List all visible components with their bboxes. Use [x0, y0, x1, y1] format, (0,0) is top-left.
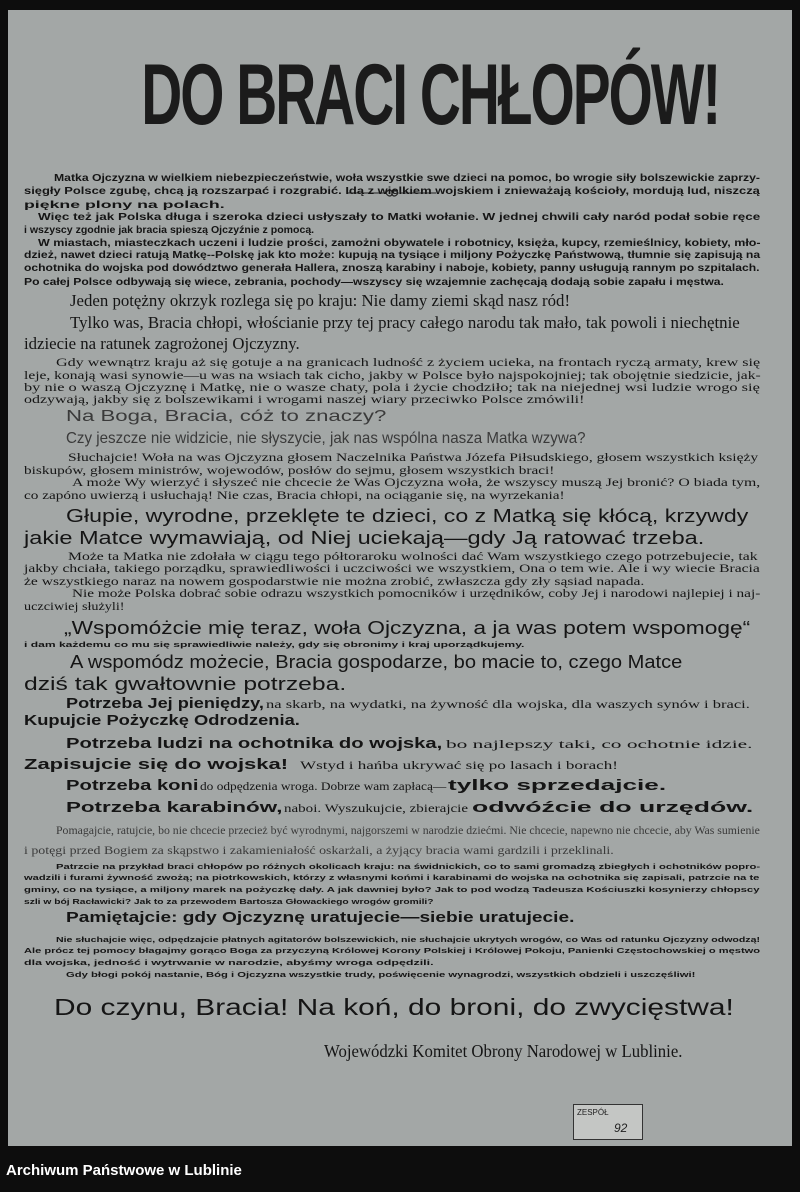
text-line: Ale prócz tej pomocy błagajmy gorąco Boga za przyczyną Królowej Korony Polskiej i Królowej Pokoju, Panienki Częstochowskiej o męstwo [24, 946, 761, 955]
stamp-label: ZESPÓŁ [577, 1108, 609, 1117]
text-line: Pamiętajcie: gdy Ojczyznę uratujecie—siebie uratujecie. [66, 909, 575, 926]
stamp-number: 92 [614, 1121, 628, 1135]
text-line: Potrzeba Jej pieniędzy, [66, 695, 264, 712]
text-line: Potrzeba koni [66, 777, 199, 794]
text-line: Czy jeszcze nie widzicie, nie słyszycie, jak nas wspólna nasza Matka wzywa? [66, 430, 586, 447]
text-line: Potrzeba ludzi na ochotnika do wojska, [66, 735, 443, 752]
text-line: Jeden potężny okrzyk rozlega się po kraju: Nie damy ziemi skąd nasz ród! [70, 291, 571, 310]
text-line: dzież, nawet dzieci ratują Matkę--Polskę jak kto może: kupują na tysiące i miljony Pożyczkę Państwową, tłumnie się zapisują na [24, 250, 761, 261]
text-line: uczciwiej służyli! [24, 601, 125, 613]
text-line: by nie o waszą Ojczyznę i Matkę, nie o wasze chaty, pola i życie chodziło; tak na niejednej wsi ludzie wrogo się [24, 382, 760, 394]
text-line: Matka Ojczyzna w wielkiem niebezpieczeństwie, woła wszystkie swe dzieci na pomoc, bo wrogie siły bolszewickie zaprzy- [54, 173, 760, 184]
text-line: Tylko was, Bracia chłopi, włościanie przy tej pracy całego narodu tak mało, tak powoli i niechętnie [70, 313, 740, 332]
text-line: Pomagajcie, ratujcie, bo nie chcecie przecież być wyrodnymi, najgorszemi w narodzie dziećmi. Nie chcecie, napewno nie chcecie, aby Was sumienie [56, 823, 760, 837]
text-line: co zapóno uwierzą i usłuchają! Nie czas, Bracia chłopi, na ociąganie się, na wyrzekania! [24, 490, 565, 502]
text-line: Wstyd i hańba ukrywać się po lasach i borach! [300, 758, 618, 772]
text-line: i dam każdemu co mu się sprawiedliwie należy, gdy się obronimy i kraj uporządkujemy. [24, 640, 525, 649]
text-line: idziecie na ratunek zagrożonej Ojczyzny. [24, 334, 300, 353]
text-line: szli w bój Racławicki? Jak to za przewodem Bartosza Głowackiego wrogów gromili? [24, 897, 434, 906]
text-line: Do czynu, Bracia! Na koń, do broni, do zwycięstwa! [54, 994, 734, 1020]
text-line: odzywają, jakby się z bolszewikami i wrogami naszej wiary przeciwko Polsce zmówili! [24, 394, 585, 406]
text-line: piękne plony na polach. [24, 200, 225, 211]
text-line: jakby chciała, takiego porządku, sprawiedliwości i uczciwości we wszystkiem, Ona o tem wie. Ale i wy wiecie Bracia [24, 563, 760, 575]
text-line: Zapisujcie się do wojska! [24, 756, 289, 773]
text-line: że wszystkiego naraz na nowem gospodarstwie nie można zrobić, zwłaszcza gdy zły sąsiad napada. [24, 576, 645, 588]
text-line: tylko sprzedajcie. [448, 777, 667, 794]
text-line: bo najlepszy taki, co ochotnie idzie. [446, 737, 753, 751]
text-line: leje, konają wasi synowie—u was na wsiach tak cicho, jakby w Polsce było najspokojniej; tak obojętnie siedzicie, jak- [24, 370, 761, 382]
poster [8, 10, 792, 1146]
text-line: Nie może Polska dobrać sobie odrazu wszystkich pomocników i urzędników, coby Jej i narodowi najlepiej i naj- [72, 588, 761, 600]
text-line: Gdy wewnątrz kraju aż się gotuje a na granicach ludność z życiem ucieka, na frontach ryczą armaty, krew się [56, 357, 761, 369]
archive-name: Archiwum Państwowe w Lublinie [6, 1162, 242, 1179]
text-line: Słuchajcie! Woła na was Ojczyzna głosem Naczelnika Państwa Józefa Piłsudskiego, głosem wszystkich księży [68, 452, 759, 464]
text-line: gminy, co na tysiące, a miljony marek na pożyczkę dały. A jak dawniej było? Jak to pod wodzą Tadeusza Kościuszki kosynierzy chłopscy [24, 885, 760, 894]
text-line: A wspomódz możecie, Bracia gospodarze, bo macie to, czego Matce [70, 652, 683, 672]
text-line: wadzili i furami żywność zwożą; na piotrkowskich, którzy z własnymi końmi i karabinami do wojska na ochotnika się zapisali, patrzcie na te [24, 873, 760, 882]
text-line: Potrzeba karabinów, [66, 799, 283, 816]
text-line: Gdy błogi pokój nastanie, Bóg i Ojczyzna wszystkie trudy, poświęcenie wynagrodzi, wszystkich obdzieli i uszczęśliwi! [66, 970, 696, 979]
text-line: sięgły Polsce zgubę, chcą ją rozszarpać i rozgrabić. Idą z wielkiem wojskiem i znieważają kościoły, mordują lud, niszczą [24, 186, 760, 197]
text-line: Głupie, wyrodne, przeklęte te dzieci, co z Matką się kłócą, krzywdy [66, 506, 749, 526]
text-line: Więc też jak Polska długa i szeroka dzieci usłyszały to Matki wołanie. W jednej chwili cały naród podał sobie ręce [38, 212, 761, 223]
text-line: Kupujcie Pożyczkę Odrodzenia. [24, 712, 300, 729]
poster-title: DO BRACI CHŁOPÓW! [141, 47, 720, 143]
text-line: na skarb, na wydatki, na żywność dla wojska, dla waszych synów i braci. [266, 697, 750, 711]
text-line: dla wojska, jedność i wytrwanie w narodzie, abyśmy wroga odpędzili. [24, 958, 434, 967]
text-line: Patrzcie na przykład braci chłopów po różnych okolicach kraju: na świdnickich, co to sami gromadzą zbiegłych i ochotników popro- [56, 862, 761, 871]
text-line: i wszyscy zgodnie jak bracia spieszą Ojczyźnie z pomocą. [24, 225, 315, 236]
text-line: i potęgi przed Bogiem za skąpstwo i zakamieniałość oskarżali, a żyjący bracia wami gardzili i przeklinali. [24, 843, 614, 857]
text-line: Wojewódzki Komitet Obrony Narodowej w Lublinie. [324, 1041, 683, 1061]
archive-stamp [573, 1104, 643, 1140]
text-line: jakie Matce wymawiają, od Niej uciekają—gdy Ją ratować trzeba. [24, 528, 705, 548]
text-line: naboi. Wyszukujcie, zbierajcie [284, 801, 468, 815]
text-line: dziś tak gwałtownie potrzeba. [24, 674, 347, 694]
text-line: Może ta Matka nie zdołała w ciągu tego półtoraroku wolności dać Wam wszystkiego czego potrzebujecie, tak [68, 551, 758, 563]
text-line: ochotnika do wojska pod dowództwo generała Hallera, znoszą karabiny i naboje, kobiety, panny usługują rannym po szpitalach. [24, 263, 760, 274]
text-line: Na Boga, Bracia, cóż to znaczy? [66, 408, 387, 425]
text-line: W miastach, miasteczkach uczeni i ludzie prości, zamożni obywatele i robotnicy, księża, kupcy, rzemieślnicy, kobiety, mło- [38, 238, 761, 249]
text-line: biskupów, głosem ministrów, wojewodów, posłów do sejmu, głosem wszystkich braci! [24, 465, 555, 477]
text-line: do odpędzenia wroga. Dobrze wam zapłacą— [200, 779, 447, 793]
text-line: Po całej Polsce odbywają się wiece, zebrania, pochody—wszyscy się wzajemnie zachęcają dodają sobie zapału i męstwa. [24, 277, 724, 288]
text-line: Nie słuchajcie więc, odpędzajcie płatnych agitatorów bolszewickich, nie słuchajcie ukrytych wrogów, co Was od ratunku Ojczyzny odwodzą! [56, 935, 760, 944]
text-line: A może Wy wierzyć i słyszeć nie chcecie że Was Ojczyzna woła, że wszyscy muszą Jej bronić? O biada tym, [72, 477, 761, 489]
text-line: „Wspomóżcie mię teraz, woła Ojczyzna, a ja was potem wspomogę“ [64, 618, 751, 638]
text-line: odwóźcie do urzędów. [472, 799, 754, 816]
